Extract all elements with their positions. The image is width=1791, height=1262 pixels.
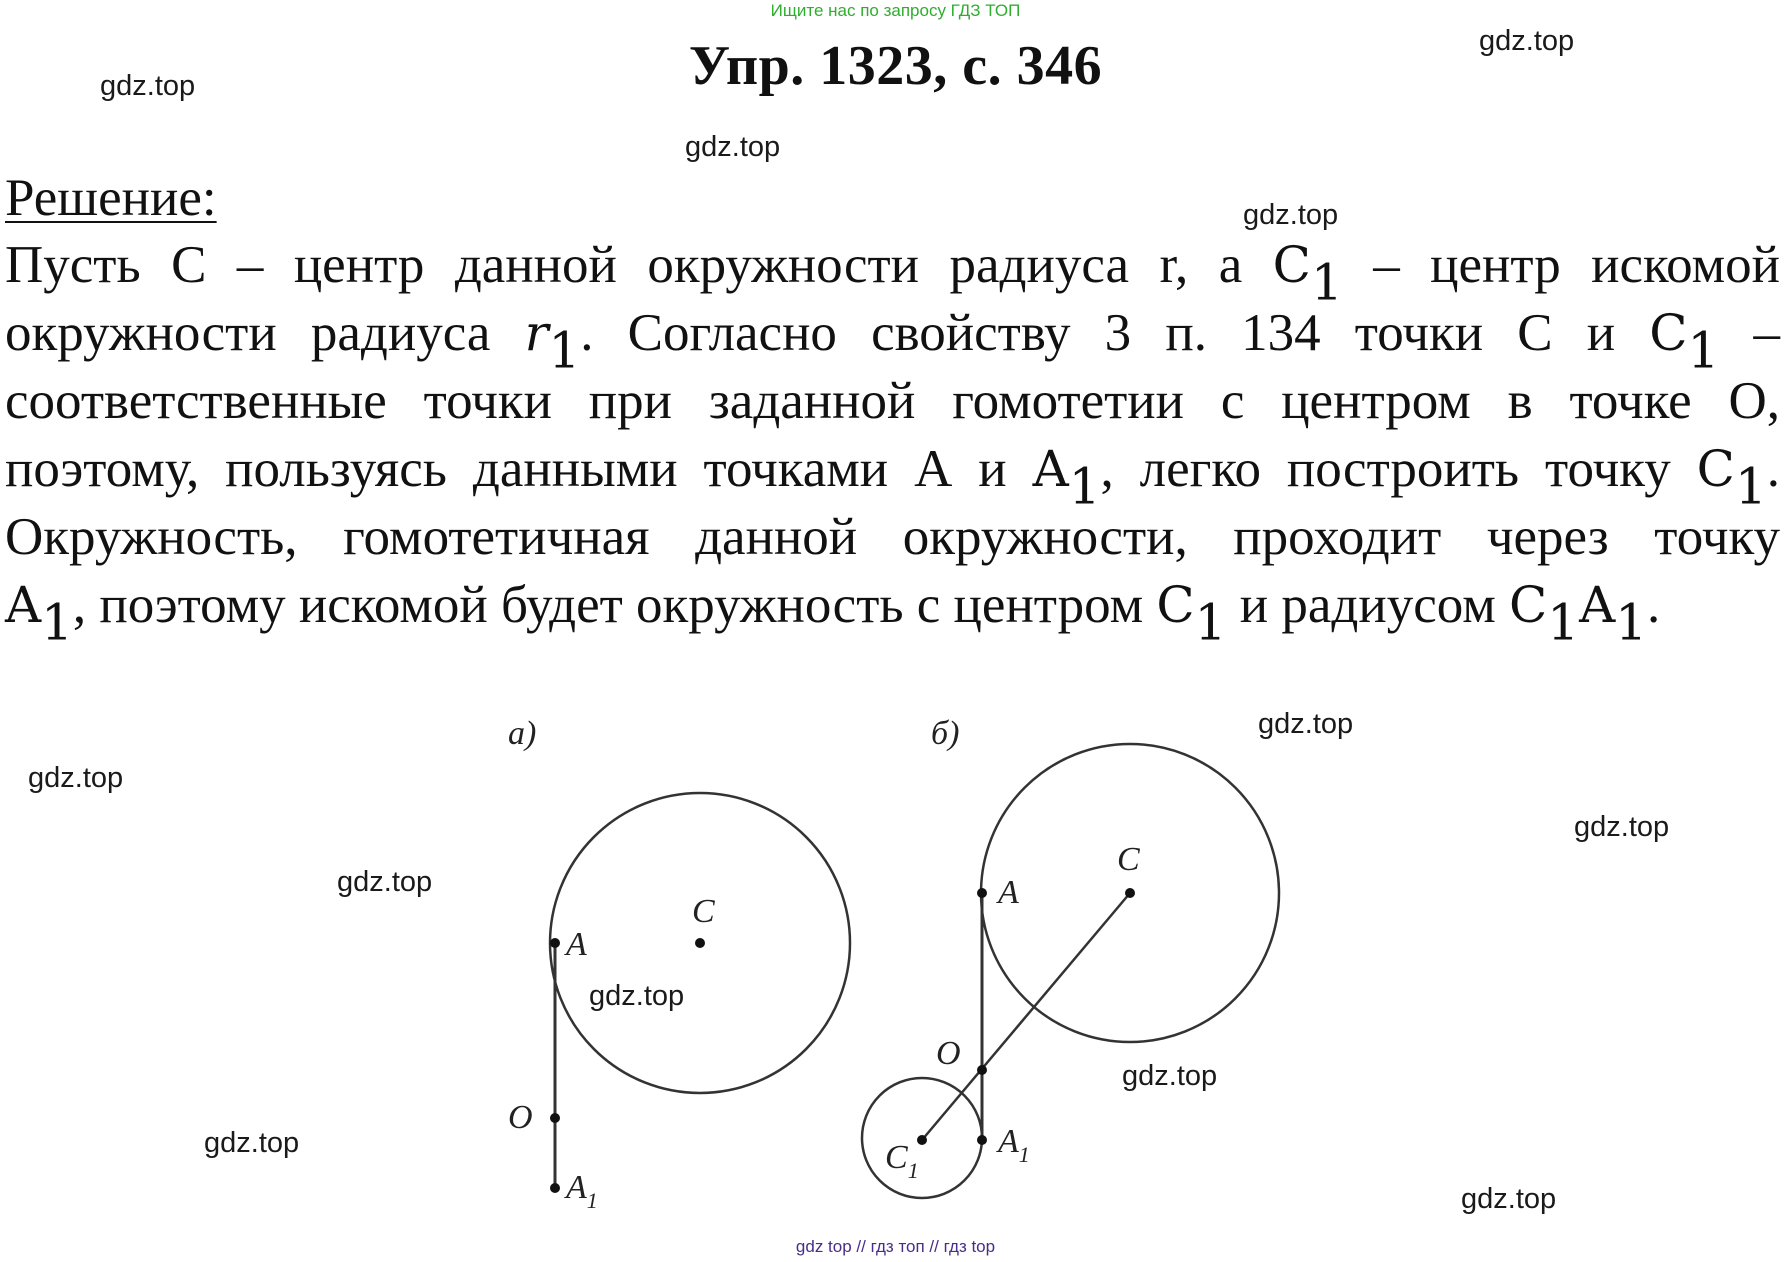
watermark: gdz.top — [1243, 199, 1339, 231]
watermark: gdz.top — [337, 866, 433, 898]
solution-line: Пусть С – центр данной окружности радиуса r, а $C_1$ – центр искомой — [5, 236, 1780, 312]
solution-heading: Решение: — [5, 169, 217, 227]
point-a1-b — [977, 1135, 987, 1145]
solution-line: $A_1$, поэтому искомой будет окружность с центром $C_1$ и радиусом $C_1A_1$. — [5, 576, 1661, 652]
line-c-c1-b — [922, 893, 1130, 1140]
watermark: gdz.top — [589, 980, 685, 1012]
footer-links[interactable]: gdz top // гдз топ // гдз top — [795, 1237, 996, 1256]
solution-line: соответственные точки при заданной гомотетии с центром в точке О, — [5, 372, 1780, 430]
watermark: gdz.top — [1258, 708, 1354, 740]
point-a1-a — [550, 1183, 560, 1193]
solution-line: поэтому, пользуясь данными точками А и $A_1$, легко построить точку $C_1$. — [5, 440, 1780, 516]
watermark: gdz.top — [1479, 25, 1575, 57]
label-c1-b: $C_1$ — [885, 1139, 919, 1183]
solution-line: окружности радиуса $r_1$. Согласно свойству 3 п. 134 точки С и $C_1$ – — [5, 304, 1780, 380]
point-c1-b — [917, 1135, 927, 1145]
watermark: gdz.top — [1461, 1183, 1557, 1215]
label-o-b: O — [936, 1035, 961, 1072]
point-o-a — [550, 1113, 560, 1123]
label-a-b: A — [998, 874, 1019, 911]
label-o-a: O — [508, 1099, 533, 1136]
watermark: gdz.top — [204, 1127, 300, 1159]
watermark: gdz.top — [28, 762, 124, 794]
page-title: Упр. 1323, с. 346 — [688, 35, 1103, 97]
label-a1-b: $A_1$ — [998, 1123, 1030, 1167]
point-a-a — [550, 938, 560, 948]
solution-line: Окружность, гомотетичная данной окружности, проходит через точку — [5, 508, 1780, 566]
watermark: gdz.top — [685, 131, 781, 163]
search-hint: Ищите нас по запросу ГДЗ ТОП — [770, 1, 1021, 20]
panel-b-label: б) — [931, 715, 960, 752]
label-c-b: C — [1117, 841, 1140, 878]
point-c-b — [1125, 888, 1135, 898]
panel-a-label: а) — [508, 715, 537, 752]
watermark: gdz.top — [1574, 811, 1670, 843]
watermark: gdz.top — [100, 70, 196, 102]
watermark: gdz.top — [1122, 1060, 1218, 1092]
point-o-b — [977, 1065, 987, 1075]
label-a1-a: $A_1$ — [566, 1169, 598, 1213]
label-a-a: A — [566, 926, 587, 963]
label-c-a: C — [692, 893, 715, 930]
point-c-a — [695, 938, 705, 948]
point-a-b — [977, 888, 987, 898]
